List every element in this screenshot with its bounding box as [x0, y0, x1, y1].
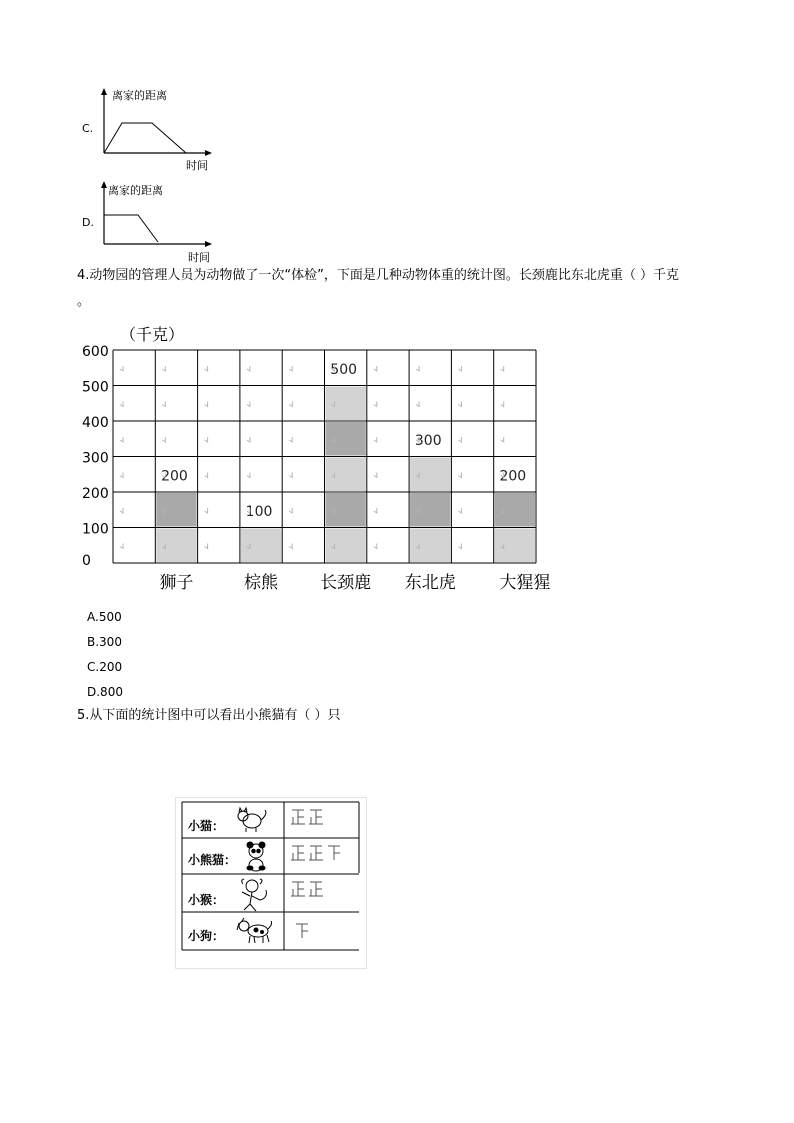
graph-d-x-label: 时间	[188, 251, 210, 264]
cell-mark	[205, 402, 208, 407]
graph-d-line	[104, 215, 158, 242]
cell-mark	[374, 473, 377, 478]
y-axis-unit-label: （千克）	[120, 325, 185, 344]
row-label-cat: 小猫：	[188, 819, 225, 833]
y-tick-label: 200	[82, 486, 109, 502]
question-5-text: 5.从下面的统计图中可以看出小熊猫有（ ）只	[77, 708, 341, 723]
bar-segment	[326, 493, 366, 527]
cell-mark	[458, 544, 461, 549]
monkey-icon	[242, 879, 267, 911]
cell-mark	[501, 366, 504, 371]
graph-c-line	[104, 123, 186, 153]
cell-mark	[162, 366, 165, 371]
y-tick-label: 300	[82, 450, 109, 467]
cell-mark	[374, 366, 377, 371]
bar-segment	[495, 493, 535, 527]
bar-segment	[410, 529, 450, 563]
bar-segment	[495, 529, 535, 563]
graph-c	[80, 85, 220, 175]
cell-mark	[416, 402, 419, 407]
graph-d-y-label: 离家的距离	[108, 184, 163, 197]
bar-segment	[410, 458, 450, 492]
cell-mark	[247, 437, 250, 442]
cell-mark	[458, 508, 461, 513]
option-a[interactable]: A.500	[87, 610, 122, 624]
cell-mark	[205, 473, 208, 478]
graph-c-x-label: 时间	[186, 159, 208, 172]
graph-d-x-arrow	[205, 241, 212, 247]
bar-segment	[326, 422, 366, 456]
question-4-text-end: 。	[77, 294, 91, 309]
graph-d	[80, 178, 220, 268]
graph-c-y-label: 离家的距离	[112, 89, 167, 102]
cell-mark	[162, 437, 165, 442]
tally-panda	[291, 846, 340, 860]
graph-c-option-label: C.	[82, 122, 94, 135]
category-label: 长颈鹿	[320, 573, 372, 593]
cell-mark	[205, 508, 208, 513]
cell-mark	[120, 508, 123, 513]
bar-segment	[326, 458, 366, 492]
bar-value-label: 300	[414, 432, 442, 449]
graph-c-x-arrow	[205, 150, 212, 156]
cell-mark	[458, 437, 461, 442]
cell-mark	[458, 402, 461, 407]
bar-value-label: 200	[161, 468, 188, 485]
panda-icon	[247, 842, 265, 871]
cell-mark	[205, 366, 208, 371]
cell-mark	[120, 437, 123, 442]
bar-segment	[326, 387, 366, 421]
tally-monkey	[291, 882, 323, 896]
bar-segment	[241, 529, 281, 563]
row-label-monkey: 小猴：	[188, 893, 225, 907]
bar-segment	[156, 529, 196, 563]
tally-cat	[291, 810, 323, 824]
cell-mark	[458, 473, 461, 478]
cell-mark	[247, 366, 250, 371]
y-tick-label: 500	[82, 379, 109, 396]
cat-icon	[238, 808, 266, 832]
cell-mark	[374, 437, 377, 442]
tally-table	[175, 797, 367, 969]
cell-mark	[205, 544, 208, 549]
cell-mark	[416, 366, 419, 371]
cell-mark	[289, 544, 292, 549]
row-label-dog: 小狗：	[188, 929, 225, 943]
cell-mark	[162, 402, 165, 407]
category-label: 大猩猩	[499, 573, 551, 593]
row-label-panda: 小熊猫：	[188, 853, 237, 867]
cell-mark	[120, 402, 123, 407]
bar-value-label: 200	[499, 468, 527, 485]
y-tick-label: 0	[82, 553, 91, 569]
bar-value-label: 500	[330, 361, 358, 378]
cell-mark	[289, 402, 292, 407]
cell-mark	[120, 473, 123, 478]
cell-mark	[289, 473, 292, 478]
cell-mark	[374, 544, 377, 549]
weight-bar-chart	[70, 318, 560, 598]
y-tick-label: 400	[82, 415, 109, 431]
option-b[interactable]: B.300	[87, 635, 122, 649]
graph-d-option-label: D.	[82, 216, 94, 229]
bar-segment	[156, 493, 196, 527]
bar-value-label: 100	[245, 503, 273, 520]
cell-mark	[458, 366, 461, 371]
question-4-text: 4.动物园的管理人员为动物做了一次“体检”，下面是几种动物体重的统计图。长颈鹿比东北虎重（ ）千克	[77, 268, 680, 283]
cell-mark	[289, 508, 292, 513]
cell-mark	[120, 366, 123, 371]
cell-mark	[120, 544, 123, 549]
cell-mark	[289, 437, 292, 442]
tally-grid	[176, 798, 366, 968]
y-tick-label: 600	[82, 344, 109, 360]
cell-mark	[501, 402, 504, 407]
cell-mark	[247, 402, 250, 407]
bar-segment	[326, 529, 366, 563]
category-label: 狮子	[159, 573, 194, 593]
cell-mark	[374, 402, 377, 407]
category-label: 东北虎	[404, 573, 456, 593]
cell-mark	[247, 473, 250, 478]
cell-mark	[501, 437, 504, 442]
category-label: 棕熊	[244, 573, 279, 593]
cell-mark	[289, 366, 292, 371]
y-tick-label: 100	[82, 521, 109, 538]
option-d[interactable]: D.800	[87, 685, 123, 699]
graph-c-y-arrow	[101, 88, 107, 95]
bar-segment	[410, 493, 450, 527]
option-c[interactable]: C.200	[87, 660, 123, 674]
cell-mark	[205, 437, 208, 442]
tally-dog	[296, 924, 308, 938]
cell-mark	[374, 508, 377, 513]
graph-d-y-arrow	[101, 181, 107, 188]
dog-icon	[237, 918, 272, 943]
